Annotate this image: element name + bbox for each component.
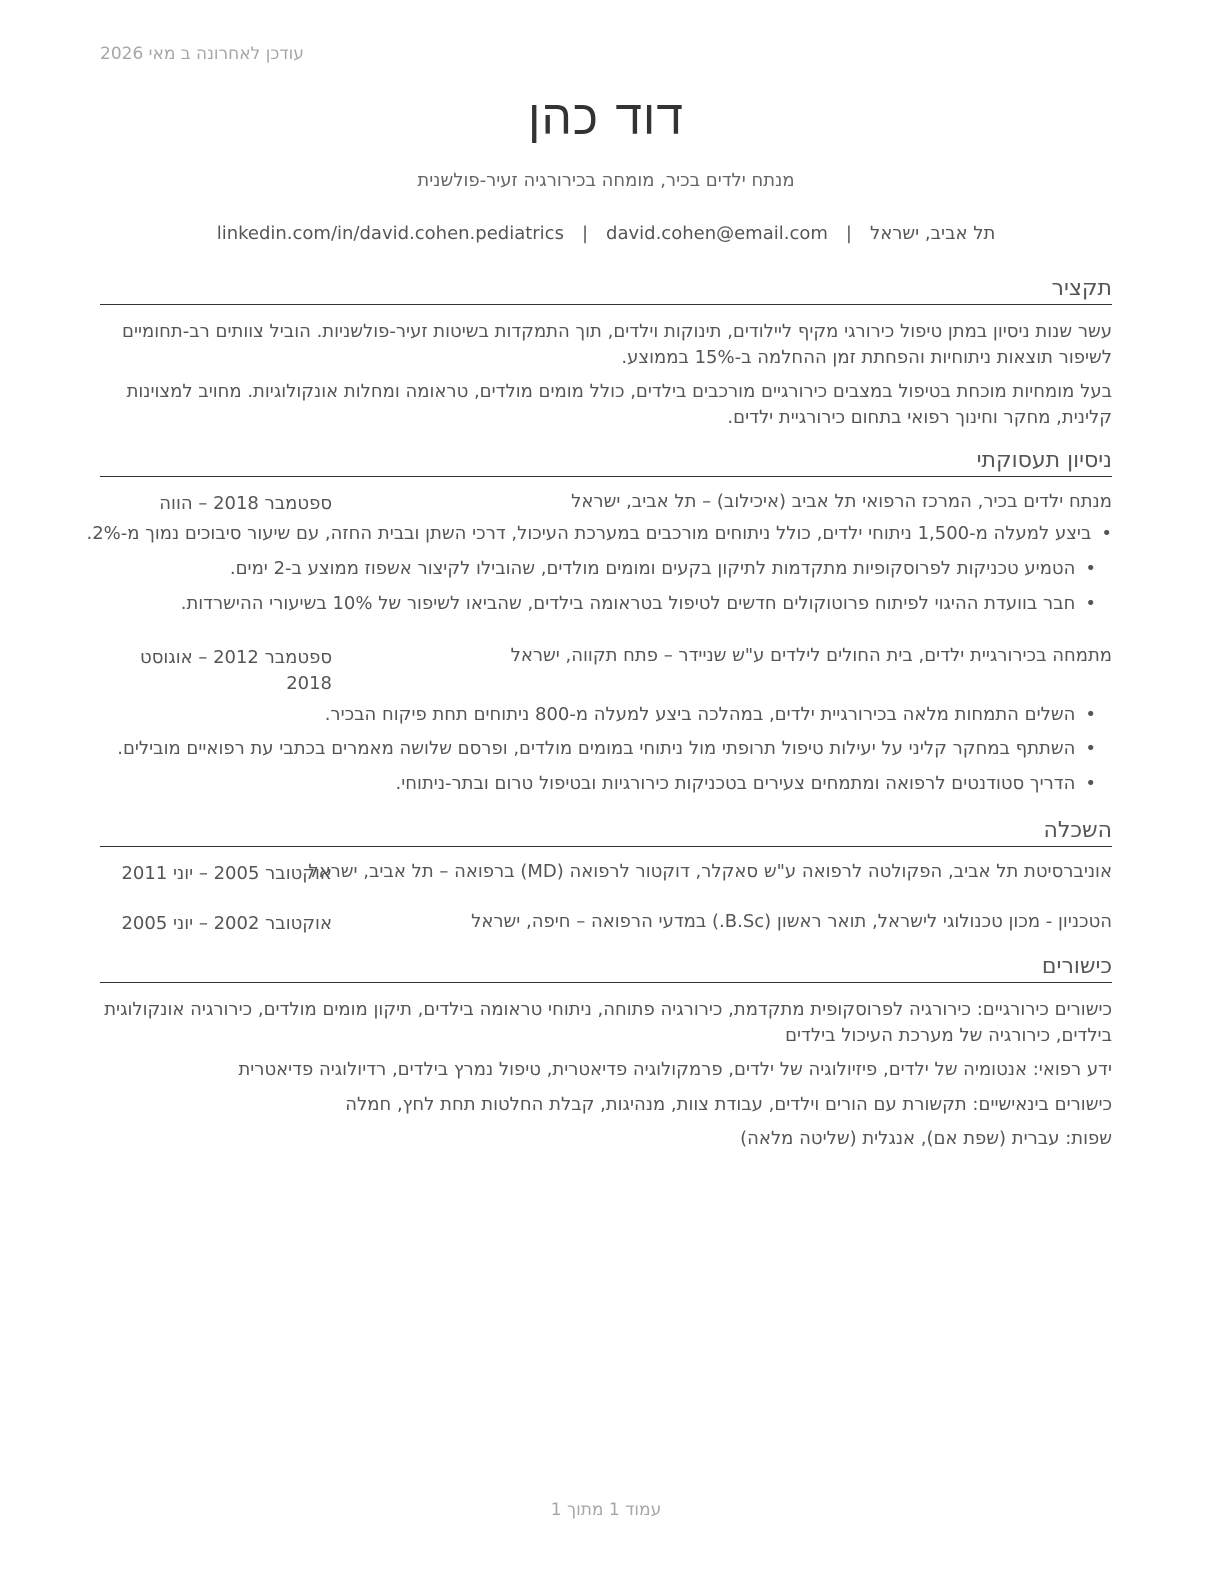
section-divider [100, 304, 1112, 305]
job-dates: ספטמבר 2018 – הווה [159, 493, 332, 514]
job-bullet [84, 738, 1096, 759]
skills-line: כישורים כירורגיים: כירורגיה לפרוסקופית מתקדמת, כירורגיה פתוחה, ניתוחי טראומה בילדים, תיקון מומים מולדים, כירורגיה אונקולוגית בילדים, כירורגיה של מערכת העיכול בילדים [104, 999, 1112, 1046]
contact-linkedin[interactable]: linkedin.com/in/david.cohen.pediatrics [216, 223, 564, 244]
skills-line: שפות: עברית (שפת אם), אנגלית (שליטה מלאה) [740, 1128, 1112, 1149]
job-title: מנתח ילדים בכיר, המרכז הרפואי תל אביב (איכילוב) – תל אביב, ישראל [571, 491, 1112, 512]
bullet-icon: • [1085, 558, 1096, 579]
resume-page [86, 0, 1112, 1584]
job-dates: ספטמבר 2012 – אוגוסט 2018 [140, 647, 332, 694]
skills-line: ידע רפואי: אנטומיה של ילדים, פיזיולוגיה של ילדים, פרמקולוגיה פדיאטרית, טיפול נמרץ בילדים, רדיולוגיה פדיאטרית [238, 1059, 1112, 1080]
candidate-name: דוד כהן [527, 90, 684, 146]
job-bullet [84, 773, 1096, 794]
experience-heading: ניסיון תעסוקתי [976, 448, 1112, 473]
bullet-text: ביצע למעלה מ-1,500 ניתוחי ילדים, כולל ניתוחים מורכבים במערכת העיכול, דרכי השתן ובבית החזה, עם שיעור סיבוכים נמוך מ-2%. [86, 523, 1092, 544]
bullet-icon: • [1101, 523, 1112, 544]
bullet-text: הטמיע טכניקות לפרוסקופיות מתקדמות לתיקון בקעים ומומים מולדים, שהובילו לקיצור אשפוז ממוצע ב-2 ימים. [229, 558, 1076, 579]
job-header [100, 491, 1112, 517]
bullet-text: השלים התמחות מלאה בכירורגיית ילדים, במהלכה ביצע למעלה מ-800 ניתוחים תחת פיקוח הבכיר. [324, 704, 1076, 725]
education-dates: אוקטובר 2002 – יוני 2005 [121, 913, 332, 934]
skills-line: כישורים בינאישיים: תקשורת עם הורים וילדים, עבודת צוות, מנהיגות, קבלת החלטות תחת לחץ, חמלה [345, 1094, 1112, 1115]
bullet-icon: • [1085, 593, 1096, 614]
bullet-text: הדריך סטודנטים לרפואה ומתמחים צעירים בטכניקות כירורגיות ובטיפול טרום ובתר-ניתוחי. [395, 773, 1076, 794]
education-item [100, 911, 1112, 937]
job-bullet [84, 704, 1096, 725]
section-divider [100, 982, 1112, 983]
last-updated: עודכן לאחרונה ב מאי 2026 [100, 44, 304, 64]
section-divider [100, 846, 1112, 847]
skills-heading: כישורים [1041, 954, 1112, 979]
education-title: הטכניון - מכון טכנולוגי לישראל, תואר ראשון (B.Sc.) במדעי הרפואה – חיפה, ישראל [471, 911, 1112, 932]
contact-email[interactable]: david.cohen@email.com [606, 223, 828, 244]
job-title: מתמחה בכירורגיית ילדים, בית החולים לילדים ע"ש שניידר – פתח תקווה, ישראל [510, 645, 1112, 666]
contact-line [100, 223, 1112, 244]
job-bullet [84, 558, 1096, 579]
job-bullet [86, 523, 1112, 544]
candidate-title: מנתח ילדים בכיר, מומחה בכירורגיה זעיר-פולשנית [417, 170, 795, 191]
contact-location: תל אביב, ישראל [870, 223, 996, 244]
education-title: אוניברסיטת תל אביב, הפקולטה לרפואה ע"ש סאקלר, דוקטור לרפואה (MD) ברפואה – תל אביב, ישראל [308, 861, 1112, 882]
summary-heading: תקציר [1051, 276, 1112, 301]
job-header [100, 645, 1112, 694]
bullet-icon: • [1085, 738, 1096, 759]
contact-separator: | [581, 223, 589, 244]
bullet-text: חבר בוועדת ההיגוי לפיתוח פרוטוקולים חדשים לטיפול בטראומה בילדים, שהביאו לשיפור של 10% בשיעורי ההישרדות. [180, 593, 1076, 614]
bullet-text: השתתף במחקר קליני על יעילות טיפול תרופתי מול ניתוחי במומים מולדים, ופרסם שלושה מאמרים בכתבי עת רפואיים מובילים. [117, 738, 1076, 759]
section-divider [100, 476, 1112, 477]
bullet-icon: • [1085, 704, 1096, 725]
bullet-icon: • [1085, 773, 1096, 794]
education-dates: אוקטובר 2005 – יוני 2011 [121, 863, 332, 884]
contact-separator: | [845, 223, 852, 244]
summary-paragraph: בעל מומחיות מוכחת בטיפול במצבים כירורגיים מורכבים בילדים, כולל מומים מולדים, טראומה ומחלות אונקולוגיות. מחויב למצוינות קלינית, מחקר וחינוך רפואי בתחום כירורגיית ילדים. [126, 381, 1112, 428]
education-item [100, 861, 1112, 887]
summary-paragraph: עשר שנות ניסיון במתן טיפול כירורגי מקיף ליילודים, תינוקות וילדים, תוך התמקדות בשיטות זעיר-פולשניות. הוביל צוותים רב-תחומיים לשיפור תוצאות ניתוחיות והפחתת זמן ההחלמה ב-15% בממוצע. [122, 321, 1112, 368]
education-heading: השכלה [1043, 818, 1112, 843]
job-bullet [84, 593, 1096, 614]
page-number: עמוד 1 מתוך 1 [550, 1500, 662, 1520]
